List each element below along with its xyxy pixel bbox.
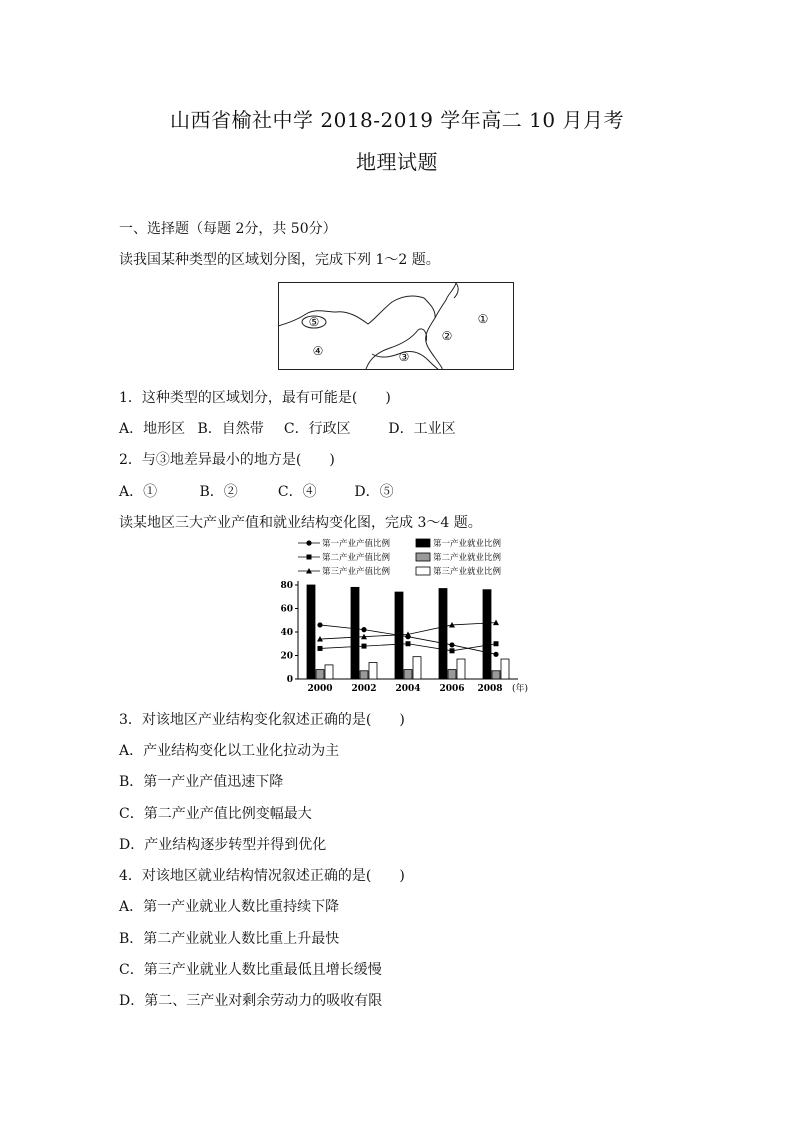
line-point-1 bbox=[361, 627, 366, 632]
q4-option-d[interactable]: D．第二、三产业对剩余劳动力的吸收有限 bbox=[119, 993, 383, 1009]
q3-option-c[interactable]: C．第二产业产值比例变幅最大 bbox=[119, 806, 312, 822]
y-tick-label: 0 bbox=[286, 675, 293, 685]
legend-label: 第二产业产值比例 bbox=[322, 553, 391, 563]
line-point-1 bbox=[493, 652, 498, 657]
exam-title: 山西省榆社中学 2018-2019 学年高二 10 月月考 bbox=[170, 108, 624, 132]
x-tick-label: 2008 bbox=[477, 684, 503, 694]
question-1-stem: 1．这种类型的区域划分，最有可能是( ) bbox=[119, 390, 391, 406]
question-1-options bbox=[119, 418, 456, 438]
bar-3 bbox=[457, 659, 465, 679]
legend-label: 第一产业就业比例 bbox=[433, 539, 502, 549]
q1-option-d[interactable]: D．工业区 bbox=[388, 421, 456, 437]
bar-2 bbox=[492, 671, 500, 679]
intro-q1-q2: 读我国某种类型的区域划分图，完成下列 1～2 题。 bbox=[119, 252, 440, 268]
y-tick-label: 80 bbox=[280, 581, 293, 591]
bar-1 bbox=[351, 587, 359, 679]
q2-option-d[interactable]: D．⑤ bbox=[354, 484, 394, 500]
line-point-2 bbox=[318, 646, 323, 651]
industry-structure-chart bbox=[270, 535, 530, 695]
question-2-stem: 2．与③地差异最小的地方是( ) bbox=[119, 452, 335, 468]
legend-label: 第一产业产值比例 bbox=[322, 539, 391, 549]
bar-1 bbox=[439, 589, 447, 679]
bar-1 bbox=[483, 590, 491, 679]
legend-swatch bbox=[416, 539, 430, 547]
bar-3 bbox=[501, 659, 509, 679]
bar-3 bbox=[325, 665, 333, 679]
x-tick-label: 2004 bbox=[395, 684, 421, 694]
q4-option-b[interactable]: B．第二产业就业人数比重上升最快 bbox=[119, 931, 340, 947]
bar-2 bbox=[360, 671, 368, 679]
q3-option-d[interactable]: D．产业结构逐步转型并得到优化 bbox=[119, 837, 327, 853]
line-point-2 bbox=[494, 641, 499, 646]
bar-3 bbox=[413, 657, 421, 679]
q4-option-c[interactable]: C．第三产业就业人数比重最低且增长缓慢 bbox=[119, 962, 382, 978]
q4-option-a[interactable]: A．第一产业就业人数比重持续下降 bbox=[119, 899, 340, 915]
q1-option-b[interactable]: B．自然带 bbox=[197, 421, 264, 437]
q3-option-b[interactable]: B．第一产业产值迅速下降 bbox=[119, 774, 284, 790]
map-label-3: ③ bbox=[398, 350, 410, 364]
map-label-1: ① bbox=[477, 312, 489, 326]
legend-label: 第三产业就业比例 bbox=[433, 567, 502, 577]
bar-2 bbox=[404, 670, 412, 679]
legend-swatch bbox=[416, 553, 430, 561]
question-2-options bbox=[119, 481, 394, 501]
region-map bbox=[278, 282, 514, 370]
q1-option-a[interactable]: A．地形区 bbox=[119, 421, 186, 437]
legend-label: 第二产业就业比例 bbox=[433, 553, 502, 563]
section-heading: 一、选择题（每题 2分，共 50分） bbox=[119, 221, 337, 237]
question-4-stem: 4．对该地区就业结构情况叙述正确的是( ) bbox=[119, 868, 405, 884]
map-label-5: ⑤ bbox=[308, 315, 320, 329]
line-point-1 bbox=[449, 642, 454, 647]
q2-option-c[interactable]: C．④ bbox=[277, 484, 317, 500]
map-label-2: ② bbox=[441, 329, 453, 343]
q2-option-a[interactable]: A．① bbox=[119, 484, 158, 500]
legend-marker bbox=[307, 555, 312, 560]
y-tick-label: 40 bbox=[280, 628, 293, 638]
q1-option-c[interactable]: C．行政区 bbox=[283, 421, 351, 437]
bar-3 bbox=[369, 663, 377, 679]
x-tick-label: 2002 bbox=[351, 684, 377, 694]
legend-swatch bbox=[416, 567, 430, 575]
x-tick-label: 2006 bbox=[439, 684, 465, 694]
line-point-1 bbox=[317, 622, 322, 627]
line-series-1 bbox=[320, 625, 496, 654]
x-tick-label: 2000 bbox=[307, 684, 333, 694]
q3-option-a[interactable]: A．产业结构变化以工业化拉动为主 bbox=[119, 743, 340, 759]
intro-q3-q4: 读某地区三大产业产值和就业结构变化图，完成 3～4 题。 bbox=[119, 515, 482, 531]
legend-label: 第三产业产值比例 bbox=[322, 567, 391, 577]
y-tick-label: 60 bbox=[280, 604, 293, 615]
bar-2 bbox=[316, 670, 324, 679]
q2-option-b[interactable]: B．② bbox=[199, 484, 238, 500]
legend-marker bbox=[306, 540, 311, 545]
exam-subtitle: 地理试题 bbox=[356, 150, 438, 174]
line-point-2 bbox=[406, 641, 411, 646]
question-3-stem: 3．对该地区产业结构变化叙述正确的是( ) bbox=[119, 712, 405, 728]
line-point-2 bbox=[450, 648, 455, 653]
map-label-4: ④ bbox=[312, 344, 324, 358]
bar-2 bbox=[448, 670, 456, 679]
y-tick-label: 20 bbox=[280, 651, 293, 662]
bar-1 bbox=[307, 585, 315, 679]
x-axis-unit: (年) bbox=[512, 684, 529, 694]
line-point-2 bbox=[362, 644, 367, 649]
